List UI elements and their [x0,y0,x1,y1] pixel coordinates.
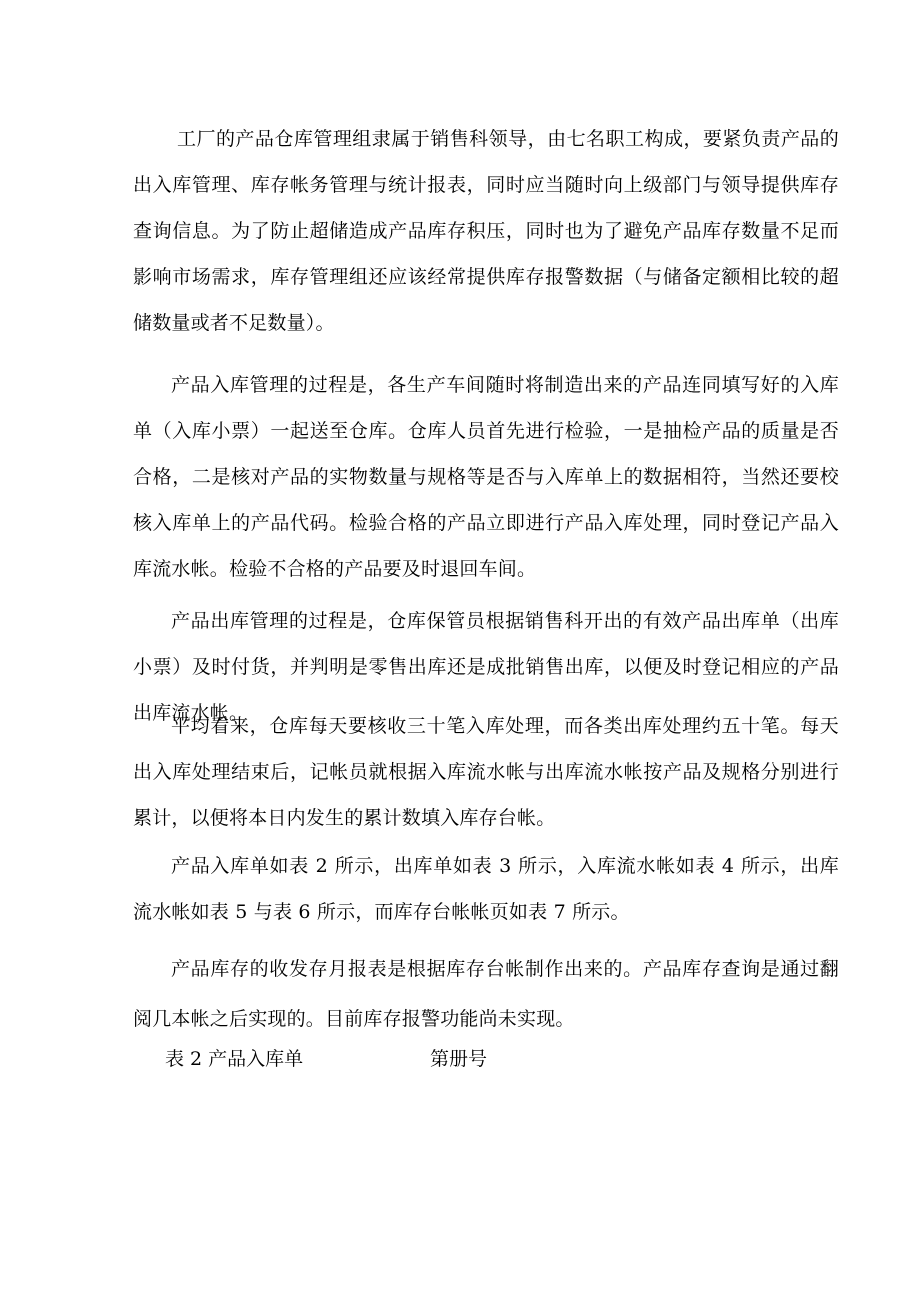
paragraph-inbound-process: 产品入库管理的过程是，各生产车间随时将制造出来的产品连同填写好的入库单（入库小票）一起送至仓库。仓库人员首先进行检验，一是抽检产品的质量是否合格，二是核对产品的实物数量与规格等是否与入库单上的数据相符，当然还要校核入库单上的产品代码。检验合格的产品立即进行产品入库处理，同时登记产品入库流水帐。检验不合格的产品要及时退回车间。 [133,374,839,580]
paragraph-table-references: 产品入库单如表 2 所示，出库单如表 3 所示，入库流水帐如表 4 所示，出库流水帐如表 5 与表 6 所示，而库存台帐帐页如表 7 所示。 [133,855,839,923]
paragraph-daily-volume: 平均看来，仓库每天要核收三十笔入库处理，而各类出库处理约五十笔。每天出入库处理结束后，记帐员就根据入库流水帐与出库流水帐按产品及规格分别进行累计，以便将本日内发生的累计数填入库存台帐。 [133,715,839,829]
paragraph-outbound-process: 产品出库管理的过程是，仓库保管员根据销售科开出的有效产品出库单（出库小票）及时付货，并判明是零售出库还是成批销售出库，以便及时登记相应的产品出库流水帐。 [133,610,839,724]
paragraph-reporting: 产品库存的收发存月报表是根据库存台帐制作出来的。产品库存查询是通过翻阅几本帐之后实现的。目前库存报警功能尚未实现。 [133,958,839,1030]
table-caption: 表 2 产品入库单 [165,1048,304,1070]
table-volume-number: 第册号 [430,1048,488,1070]
paragraph-warehouse-overview: 工厂的产品仓库管理组隶属于销售科领导，由七名职工构成，要紧负责产品的出入库管理、库存帐务管理与统计报表，同时应当随时向上级部门与领导提供库存查询信息。为了防止超储造成产品库存积压，同时也为了避免产品库存数量不足而影响市场需求，库存管理组还应该经常提供库存报警数据（与储备定额相比较的超储数量或者不足数量）。 [133,128,839,334]
